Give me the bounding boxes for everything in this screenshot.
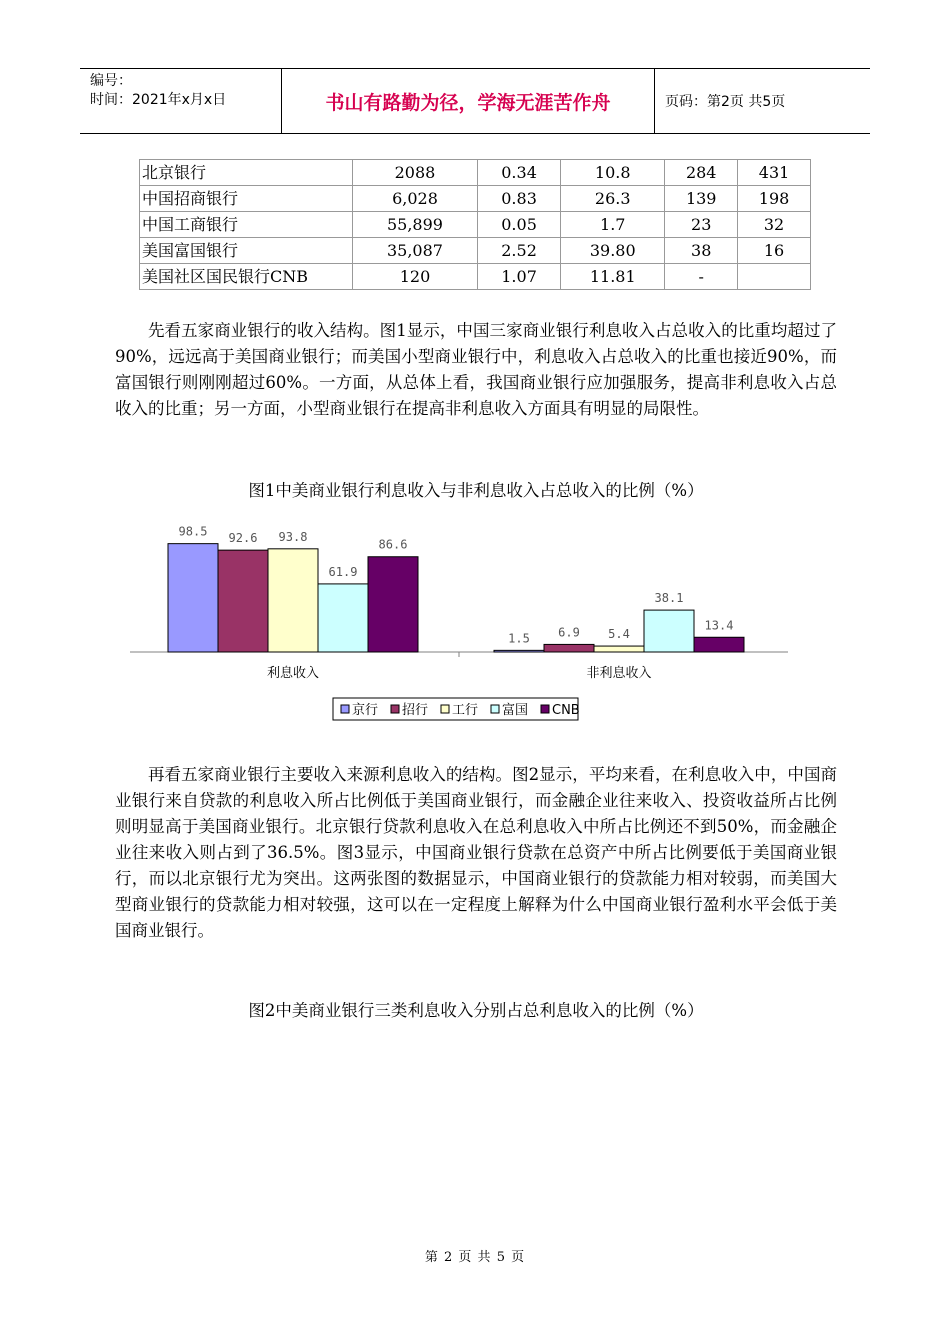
table-cell-value: 39.80: [561, 238, 665, 264]
table-cell-bank-name: 美国富国银行: [140, 238, 353, 264]
table-row: [140, 238, 811, 264]
table-cell-value: 1.07: [477, 264, 560, 290]
bar-value-label: 61.9: [328, 564, 358, 579]
table-cell-value: 35,087: [353, 238, 478, 264]
figure1-bar-chart: [115, 510, 815, 725]
x-tick-label: 利息收入: [266, 666, 320, 681]
time-label: 时间：2021年x月x日: [90, 92, 227, 108]
header-left-cell: [80, 69, 282, 133]
legend-swatch: [341, 705, 349, 713]
table-cell-value: 10.8: [561, 160, 665, 186]
table-cell-value: 0.05: [477, 212, 560, 238]
table-cell-value: 55,899: [353, 212, 478, 238]
bar-富国: [318, 584, 368, 652]
page-footer: 第 2 页 共 5 页: [424, 1250, 526, 1265]
table-cell-value: 6,028: [353, 186, 478, 212]
table-cell-value: 23: [665, 212, 738, 238]
bar-value-label: 93.8: [278, 529, 308, 544]
figure1-caption: 图1中美商业银行利息收入与非利息收入占总收入的比例（%）: [248, 481, 704, 500]
table-cell-value: 2.52: [477, 238, 560, 264]
table-body: [140, 160, 811, 290]
table-cell-value: 38: [665, 238, 738, 264]
legend-swatch: [541, 705, 549, 713]
table-cell-value: 26.3: [561, 186, 665, 212]
paragraph-interest-structure: 再看五家商业银行主要收入来源利息收入的结构。图2显示，平均来看，在利息收入中，中国商业银行来自贷款的利息收入所占比例低于美国商业银行，而金融企业往来收入、投资收益所占比例则明显高于美国商业银行。北京银行贷款利息收入在总利息收入中所占比例还不到50%，而金融企业往来收入则占到了36.5%。图3显示，中国商业银行贷款在总资产中所占比例要低于美国商业银行，而以北京银行尤为突出。这两张图的数据显示，中国商业银行的贷款能力相对较弱，而美国大型商业银行的贷款能力相对较强，这可以在一定程度上解释为什么中国商业银行盈利水平会低于美国商业银行。: [115, 765, 837, 940]
bar-CNB: [694, 637, 744, 652]
bar-value-label: 98.5: [178, 524, 208, 539]
legend-swatch: [441, 705, 449, 713]
legend-label: 富国: [502, 703, 529, 718]
table-cell-value: 431: [738, 160, 811, 186]
table-cell-value: -: [665, 264, 738, 290]
table-cell-value: 139: [665, 186, 738, 212]
legend-swatch: [391, 705, 399, 713]
table-cell-bank-name: 美国社区国民银行CNB: [140, 264, 353, 290]
bar-value-label: 92.6: [228, 531, 258, 546]
bar-value-label: 13.4: [704, 618, 734, 633]
bank-data-table: [139, 159, 811, 290]
table-row: [140, 264, 811, 290]
bar-value-label: 86.6: [378, 537, 408, 552]
bar-value-label: 1.5: [508, 631, 530, 646]
legend-swatch: [491, 705, 499, 713]
bar-京行: [494, 650, 544, 652]
table-cell-value: 2088: [353, 160, 478, 186]
legend-label: 招行: [402, 703, 429, 718]
bar-富国: [644, 610, 694, 652]
bar-招行: [544, 644, 594, 652]
x-tick-label: 非利息收入: [586, 666, 652, 681]
paragraph-income-structure: 先看五家商业银行的收入结构。图1显示，中国三家商业银行利息收入占总收入的比重均超过了90%，远远高于美国商业银行；而美国小型商业银行中，利息收入占总收入的比重也接近90%，而富国银行则刚刚超过60%。一方面，从总体上看，我国商业银行应加强服务，提高非利息收入占总收入的比重；另一方面，小型商业银行在提高非利息收入方面具有明显的局限性。: [115, 321, 837, 418]
table-cell-bank-name: 北京银行: [140, 160, 353, 186]
bar-招行: [218, 550, 268, 652]
legend-label: 京行: [352, 703, 379, 718]
table-cell-value: [738, 264, 811, 290]
bar-value-label: 38.1: [654, 591, 684, 606]
bar-value-label: 5.4: [608, 627, 630, 642]
table-cell-value: 0.83: [477, 186, 560, 212]
table-cell-bank-name: 中国工商银行: [140, 212, 353, 238]
table-cell-value: 1.7: [561, 212, 665, 238]
table-cell-value: 198: [738, 186, 811, 212]
table-cell-bank-name: 中国招商银行: [140, 186, 353, 212]
bar-京行: [168, 544, 218, 652]
figure2-caption: 图2中美商业银行三类利息收入分别占总利息收入的比例（%）: [248, 1001, 704, 1020]
header-slogan: 书山有路勤为径，学海无涯苦作舟: [282, 69, 655, 133]
table-row: [140, 186, 811, 212]
bar-value-label: 6.9: [558, 625, 580, 640]
table-cell-value: 16: [738, 238, 811, 264]
bar-工行: [268, 549, 318, 652]
serial-label: 编号：: [90, 73, 132, 89]
legend-label: 工行: [452, 703, 479, 718]
table-cell-value: 0.34: [477, 160, 560, 186]
table-cell-value: 11.81: [561, 264, 665, 290]
table-cell-value: 120: [353, 264, 478, 290]
page-header: [80, 68, 870, 134]
table-cell-value: 284: [665, 160, 738, 186]
legend-label: CNB: [552, 703, 580, 718]
bar-CNB: [368, 557, 418, 652]
table-row: [140, 160, 811, 186]
bar-工行: [594, 646, 644, 652]
table-cell-value: 32: [738, 212, 811, 238]
header-page-label: 页码：第2页 共5页: [665, 94, 786, 110]
table-row: [140, 212, 811, 238]
